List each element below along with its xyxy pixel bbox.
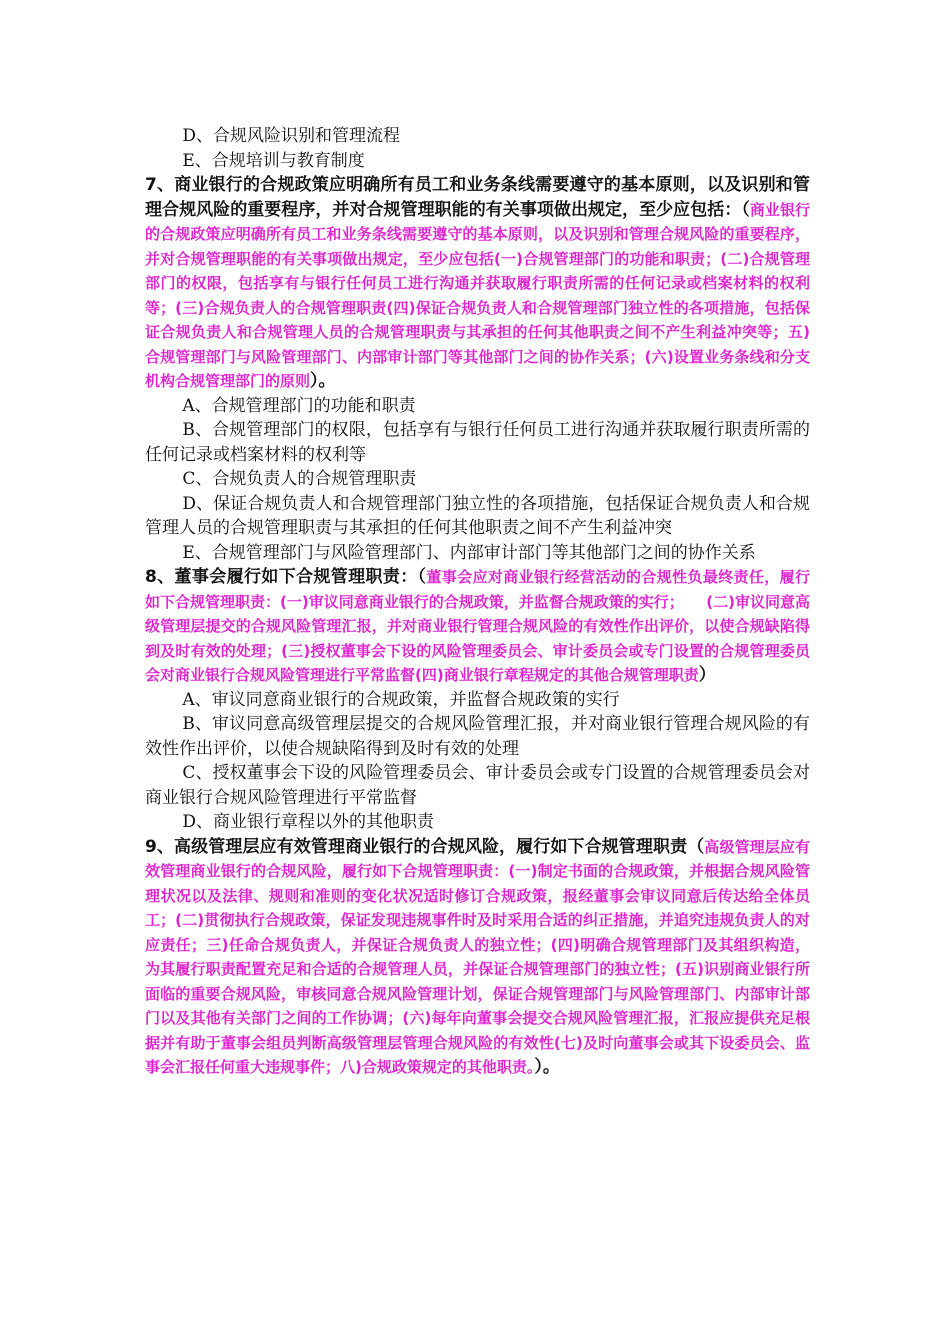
- q9-stem: 9、高级管理层应有效管理商业银行的合规风险，履行如下合规管理职责（: [145, 836, 705, 857]
- q6-option-e: E、合规培训与教育制度: [182, 150, 365, 171]
- document-page: [145, 124, 810, 1080]
- q6-option-d: D、合规风险识别和管理流程: [182, 126, 401, 146]
- q7-option-c: C、合规负责人的合规管理职责: [182, 469, 417, 489]
- q8-option-b: B、审议同意高级管理层提交的合规风险管理汇报，并对商业银行管理合规风险的有效性作出评价，以使合规缺陷得到及时有效的处理: [145, 714, 810, 759]
- question-9: [145, 835, 810, 1080]
- q8-option-d: D、商业银行章程以外的其他职责: [182, 812, 435, 832]
- q7-close: ）。: [310, 371, 336, 391]
- q7-option-d: D、保证合规负责人和合规管理部门独立性的各项措施，包括保证合规负责人和合规管理人员的合规管理职责与其承担的任何其他职责之间不产生利益冲突: [145, 493, 810, 538]
- q9-close: ）。: [534, 1057, 560, 1077]
- question-7: [145, 173, 810, 394]
- q9-answer: 高级管理层应有效管理商业银行的合规风险，履行如下合规管理职责：(一)制定书面的合规政策，并根据合规风险管理状况以及法律、规则和准则的变化状况适时修订合规政策，报经董事会审议同意后传达给全体员工；(二)贯彻执行合规政策，保证发现违规事件时及时采用合适的纠正措施，并追究违规负责人的对应责任；三)任命合规负责人，并保证合规负责人的独立性；(四)明确合规管理部门及其组织构造，为其履行职责配置充足和合适的合规管理人员，并保证合规管理部门的独立性；(五)识别商业银行所面临的重要合规风险，审核同意合规风险管理计划，保证合规管理部门与风险管理部门、内部审计部门以及其他有关部门之间的工作协调；(六)每年向董事会提交合规风险管理汇报，汇报应提供充足根据并有助于董事会组员判断高级管理层管理合规风险的有效性(七)及时向董事会或其下设委员会、监事会汇报任何重大违规事件；八)合规政策规定的其他职责。: [145, 837, 810, 1076]
- question-8: [145, 565, 810, 688]
- q8-option-a: A、审议同意商业银行的合规政策，并监督合规政策的实行: [182, 689, 620, 710]
- q8-close: ）: [698, 665, 716, 685]
- q8-stem: 8、董事会履行如下合规管理职责：（: [145, 567, 427, 587]
- q7-stem: 7、商业银行的合规政策应明确所有员工和业务条线需要遵守的基本原则，以及识别和管理合规风险的重要程序，并对合规管理职能的有关事项做出规定，至少应包括：（: [145, 175, 810, 220]
- q8-answer: 董事会应对商业银行经营活动的合规性负最终责任，履行如下合规管理职责：(一)审议同意商业银行的合规政策，并监督合规政策的实行； (二)审议同意高级管理层提交的合规风险管理汇报，并对商业银行管理合规风险的有效性作出评价，以使合规缺陷得到及时有效的处理；(三)授权董事会下设的风险管理委员会、审计委员会或专门设置的合规管理委员会对商业银行合规风险管理进行平常监督(四)商业银行章程规定的其他合规管理职责: [145, 568, 810, 684]
- q7-option-a: A、合规管理部门的功能和职责: [182, 395, 416, 416]
- q7-option-b: B、合规管理部门的权限，包括享有与银行任何员工进行沟通并获取履行职责所需的任何记录或档案材料的权利等: [145, 420, 810, 465]
- q7-answer: 商业银行的合规政策应明确所有员工和业务条线需要遵守的基本原则，以及识别和管理合规风险的重要程序，并对合规管理职能的有关事项做出规定，至少应包括(一)合规管理部门的功能和职责；(二)合规管理部门的权限，包括享有与银行任何员工进行沟通并获取履行职责所需的任何记录或档案材料的权利等；(三)合规负责人的合规管理职责(四)保证合规负责人和合规管理部门独立性的各项措施，包括保证合规负责人和合规管理人员的合规管理职责与其承担的任何其他职责之间不产生利益冲突等；五)合规管理部门与风险管理部门、内部审计部门等其他部门之间的协作关系；(六)设置业务条线和分支机构合规管理部门的原则: [145, 200, 810, 390]
- q7-option-e: E、合规管理部门与风险管理部门、内部审计部门等其他部门之间的协作关系: [182, 542, 756, 563]
- q8-option-c: C、授权董事会下设的风险管理委员会、审计委员会或专门设置的合规管理委员会对商业银行合规风险管理进行平常监督: [145, 763, 810, 808]
